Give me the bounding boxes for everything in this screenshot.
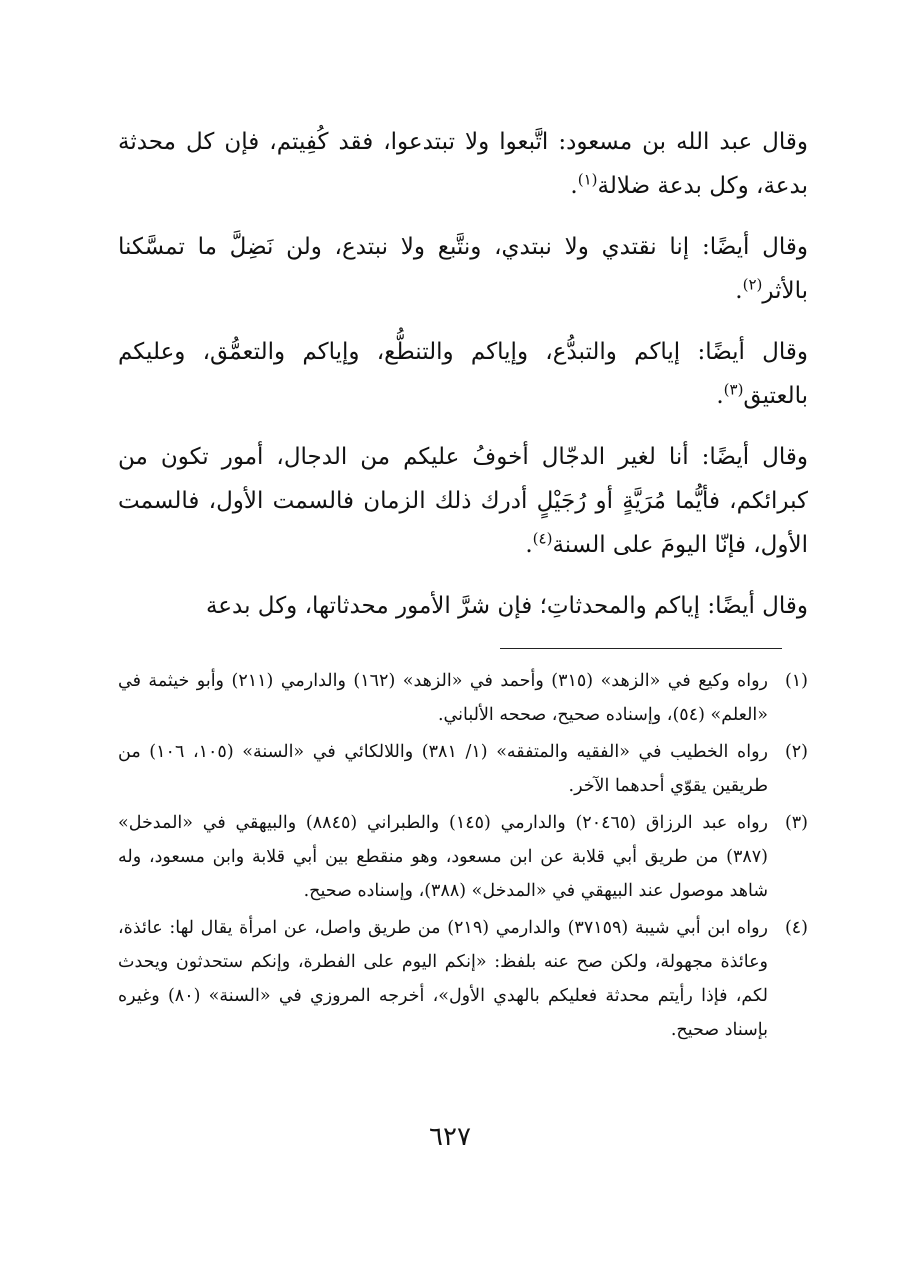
paragraph: وقال أيضًا: إنا نقتدي ولا نبتدي، ونتَّبع ولا نبتدع، ولن نَضِلَّ ما تمسَّكنا بالأثر$^{(٢)}$. bbox=[118, 234, 808, 304]
footnote-text: رواه ابن أبي شيبة (٣٧١٥٩) والدارمي (٢١٩) من طريق واصل، عن امرأة يقال لها: عائذة، وعائذة مجهولة، ولكن صح عنه بلفظ: «إنكم اليوم على الفطرة، وإنكم ستحدثون ويحدث لكم، فإذا رأيتم محدثة فعليكم بالهدي الأول»، أخرجه المروزي في «السنة» (٨٠) وغيره بإسناد صحيح. bbox=[118, 918, 769, 1040]
paragraph: وقال أيضًا: أنا لغير الدجّال أخوفُ عليكم من الدجال، أمور تكون من كبرائكم، فأيُّما مُرَيَّةٍ أو رُجَيْلٍ أدرك ذلك الزمان فالسمت الأول، فالسمت الأول، فإنّا اليومَ على السنة$^{(٤)}$. bbox=[118, 444, 808, 558]
paragraph bbox=[118, 584, 808, 628]
footnote-reference[interactable]: (١) bbox=[577, 170, 598, 189]
paragraph-text: وقال أيضًا: إياكم والتبدُّع، وإياكم والتنطُّع، وإياكم والتعمُّق، وعليكم بالعتيق bbox=[118, 339, 808, 409]
paragraph-text: وقال أيضًا: إياكم والمحدثاتِ؛ فإن شرَّ الأمور محدثاتها، وكل بدعة bbox=[205, 593, 808, 619]
footnote-separator bbox=[500, 648, 782, 649]
footnote-text: رواه عبد الرزاق (٢٠٤٦٥) والدارمي (١٤٥) والطبراني (٨٨٤٥) والبيهقي في «المدخل» (٣٨٧) من طريق أبي قلابة عن ابن مسعود، وهو منقطع بين أبي قلابة وابن مسعود، وله شاهد موصول عند البيهقي في «المدخل» (٣٨٨)، وإسناده صحيح. bbox=[118, 813, 768, 901]
footnote bbox=[118, 911, 808, 1047]
paragraph-text: وقال أيضًا: إنا نقتدي ولا نبتدي، ونتَّبع ولا نبتدع، ولن نَضِلَّ ما تمسَّكنا بالأثر bbox=[118, 234, 808, 304]
paragraph: وقال عبد الله بن مسعود: اتَّبعوا ولا تبتدعوا، فقد كُفِيتم، فإن كل محدثة بدعة، وكل بدعة ضلالة$^{(١)}$. bbox=[118, 129, 808, 199]
footnote bbox=[118, 735, 808, 803]
paragraph: وقال أيضًا: إياكم والتبدُّع، وإياكم والتنطُّع، وإياكم والتعمُّق، وعليكم بالعتيق$^{(٣)}$. bbox=[118, 339, 808, 409]
footnote-text: رواه الخطيب في «الفقيه والمتفقه» (١/ ٣٨١) واللالكائي في «السنة» (١٠٥، ١٠٦) من طريقين يقوّي أحدهما الآخر. bbox=[118, 742, 768, 796]
page-number: ٦٢٧ bbox=[429, 1122, 471, 1152]
footnote-reference[interactable]: (٤) bbox=[532, 529, 553, 548]
footnote-reference[interactable]: (٢) bbox=[742, 275, 763, 294]
paragraph-text: وقال أيضًا: أنا لغير الدجّال أخوفُ عليكم من الدجال، أمور تكون من كبرائكم، فأيُّما مُرَيَّةٍ أو رُجَيْلٍ أدرك ذلك الزمان فالسمت الأول، فالسمت الأول، فإنّا اليومَ على السنة bbox=[118, 444, 808, 558]
footnote-number: (٢) bbox=[784, 742, 808, 762]
footnote bbox=[118, 664, 808, 732]
footnote-number: (٤) bbox=[784, 918, 808, 938]
footnote-text: رواه وكيع في «الزهد» (٣١٥) وأحمد في «الزهد» (١٦٢) والدارمي (٢١١) وأبو خيثمة في «العلم» (٥٤)، وإسناده صحيح، صححه الألباني. bbox=[118, 671, 768, 725]
footnotes bbox=[118, 664, 808, 1050]
footnote-reference[interactable]: (٣) bbox=[723, 380, 744, 399]
paragraph-text: وقال عبد الله بن مسعود: اتَّبعوا ولا تبتدعوا، فقد كُفِيتم، فإن كل محدثة بدعة، وكل بدعة ضلالة bbox=[118, 129, 808, 199]
footnote bbox=[118, 806, 808, 908]
footnote-number: (١) bbox=[784, 671, 808, 691]
main-text bbox=[118, 120, 808, 645]
footnote-number: (٣) bbox=[784, 813, 808, 833]
